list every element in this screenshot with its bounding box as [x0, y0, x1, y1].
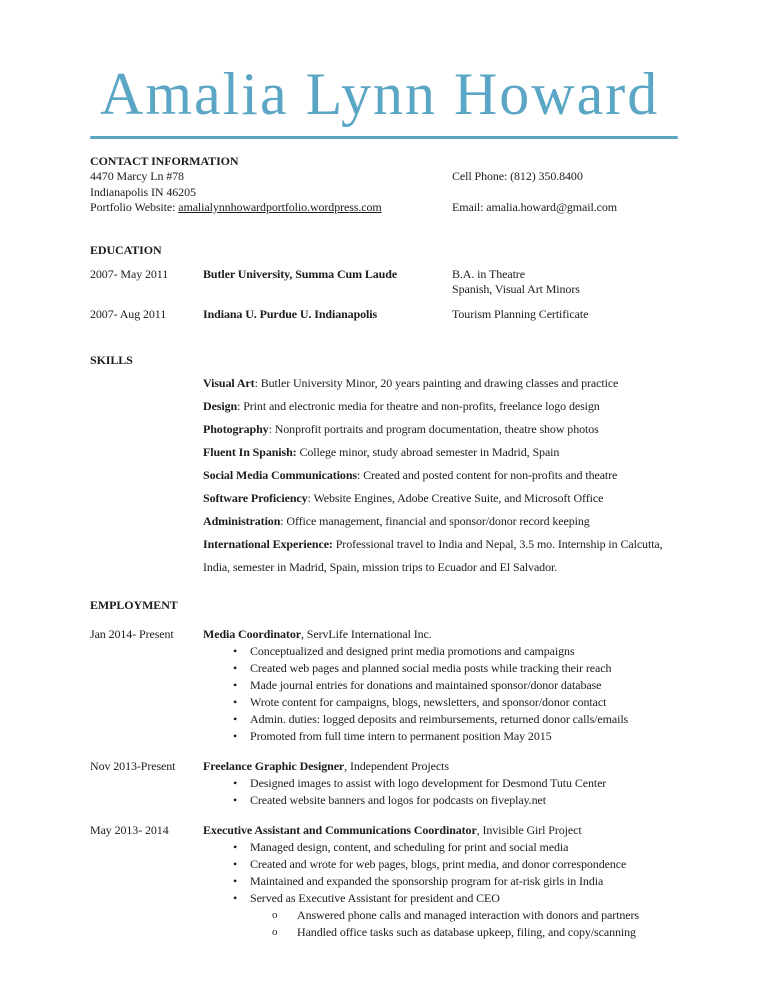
bullet-item: • Created website banners and logos for podcasts on fiveplay.net — [250, 792, 678, 809]
spacer-line — [452, 185, 678, 201]
skills-list — [203, 372, 678, 579]
job — [90, 758, 678, 809]
skill-text: : Butler University Minor, 20 years painting and drawing classes and practice — [254, 376, 619, 390]
education-dates: 2007- May 2011 — [90, 266, 169, 281]
education-detail-line: B.A. in Theatre — [452, 266, 525, 281]
job-bullets — [90, 839, 678, 907]
bullet-item: • Admin. duties: logged deposits and reimbursements, returned donor calls/emails — [250, 711, 678, 728]
education-school: Butler University, Summa Cum Laude — [203, 266, 398, 281]
portfolio-line — [90, 200, 452, 216]
sub-bullet-item: o Answered phone calls and managed interaction with donors and partners — [297, 907, 678, 924]
education-detail — [452, 307, 678, 323]
job-dates: Nov 2013-Present — [90, 759, 176, 773]
skill-item — [203, 510, 678, 533]
education-dates: 2007- Aug 2011 — [90, 306, 167, 321]
section-contact — [90, 153, 678, 216]
bullet-item: • Promoted from full time intern to permanent position May 2015 — [250, 728, 678, 745]
job-title-line — [203, 758, 678, 775]
job — [90, 626, 678, 745]
job-sub-bullets — [90, 907, 678, 941]
skill-item — [203, 487, 678, 510]
job-org: , ServLife International Inc. — [300, 627, 432, 641]
section-employment — [90, 597, 678, 941]
employment-heading: EMPLOYMENT — [90, 598, 178, 612]
skill-text: : Print and electronic media for theatre and non-profits, freelance logo design — [237, 399, 600, 413]
education-heading: EDUCATION — [90, 242, 162, 257]
skill-text: : Office management, financial and sponsor/donor record keeping — [280, 514, 590, 528]
job-title-line — [203, 822, 678, 839]
skill-text: Professional travel to India and Nepal, 3.5 mo. Internship in Calcutta, India, semester in Madrid, Spain, mission trips to Ecuador and El Salvador. — [203, 537, 663, 574]
skill-item — [203, 441, 678, 464]
education-school: Indiana U. Purdue U. Indianapolis — [203, 306, 378, 321]
job-dates: May 2013- 2014 — [90, 823, 169, 837]
job-role: Freelance Graphic Designer — [203, 759, 345, 773]
job-org: , Invisible Girl Project — [476, 823, 582, 837]
bullet-item: • Managed design, content, and scheduling for print and social media — [250, 839, 678, 856]
job-title-line — [203, 626, 678, 643]
contact-heading: CONTACT INFORMATION — [90, 154, 239, 168]
skill-label: Photography — [203, 422, 269, 436]
cell-phone: Cell Phone: (812) 350.8400 — [452, 169, 583, 183]
job-role: Media Coordinator — [203, 627, 301, 641]
job-bullets — [90, 643, 678, 745]
skill-label: Administration — [203, 514, 281, 528]
skill-label: Software Proficiency — [203, 491, 308, 505]
skill-label: International Experience: — [203, 537, 333, 551]
skill-item — [203, 372, 678, 395]
portfolio-link[interactable]: amalialynnhowardportfolio.wordpress.com — [178, 200, 382, 214]
skill-text: : Created and posted content for non-profits and theatre — [356, 468, 618, 482]
job-role: Executive Assistant and Communications Coordinator — [203, 823, 477, 837]
job-org: , Independent Projects — [344, 759, 449, 773]
portfolio-label: Portfolio Website: — [90, 200, 179, 214]
bullet-item: • Made journal entries for donations and maintained sponsor/donor database — [250, 677, 678, 694]
section-skills — [90, 352, 678, 579]
bullet-item: • Created and wrote for web pages, blogs, print media, and donor correspondence — [250, 856, 678, 873]
education-detail — [452, 267, 678, 298]
bullet-item: • Designed images to assist with logo development for Desmond Tutu Center — [250, 775, 678, 792]
skill-item — [203, 418, 678, 441]
bullet-item: • Served as Executive Assistant for president and CEO — [250, 890, 678, 907]
skills-heading: SKILLS — [90, 353, 133, 367]
job-dates: Jan 2014- Present — [90, 627, 174, 641]
sub-bullet-item: o Handled office tasks such as database upkeep, filing, and copy/scanning — [297, 924, 678, 941]
skill-label: Visual Art — [203, 376, 255, 390]
skill-label: Social Media Communications — [203, 468, 357, 482]
skill-label: Design — [203, 399, 238, 413]
education-entry — [90, 307, 678, 323]
bullet-item: • Conceptualized and designed print media promotions and campaigns — [250, 643, 678, 660]
skill-text: : Nonprofit portraits and program documentation, theatre show photos — [268, 422, 599, 436]
education-detail-line: Spanish, Visual Art Minors — [452, 282, 580, 296]
title-divider — [90, 136, 678, 139]
bullet-item: • Maintained and expanded the sponsorship program for at-risk girls in India — [250, 873, 678, 890]
skill-item — [203, 464, 678, 487]
address-line-1: 4470 Marcy Ln #78 — [90, 169, 184, 183]
job — [90, 822, 678, 941]
skill-text: : Website Engines, Adobe Creative Suite, and Microsoft Office — [307, 491, 604, 505]
job-bullets — [90, 775, 678, 809]
skill-item — [203, 533, 678, 579]
email: Email: amalia.howard@gmail.com — [452, 200, 618, 214]
bullet-item: • Wrote content for campaigns, blogs, newsletters, and sponsor/donor contact — [250, 694, 678, 711]
page-title: Amalia Lynn Howard — [100, 61, 660, 127]
skill-text: College minor, study abroad semester in Madrid, Spain — [296, 445, 560, 459]
skill-item — [203, 395, 678, 418]
section-education — [90, 242, 678, 323]
bullet-item: • Created web pages and planned social media posts while tracking their reach — [250, 660, 678, 677]
skill-label: Fluent In Spanish: — [203, 445, 297, 459]
education-detail-line: Tourism Planning Certificate — [452, 306, 589, 321]
education-entry — [90, 267, 678, 298]
address-line-2: Indianapolis IN 46205 — [90, 184, 196, 199]
